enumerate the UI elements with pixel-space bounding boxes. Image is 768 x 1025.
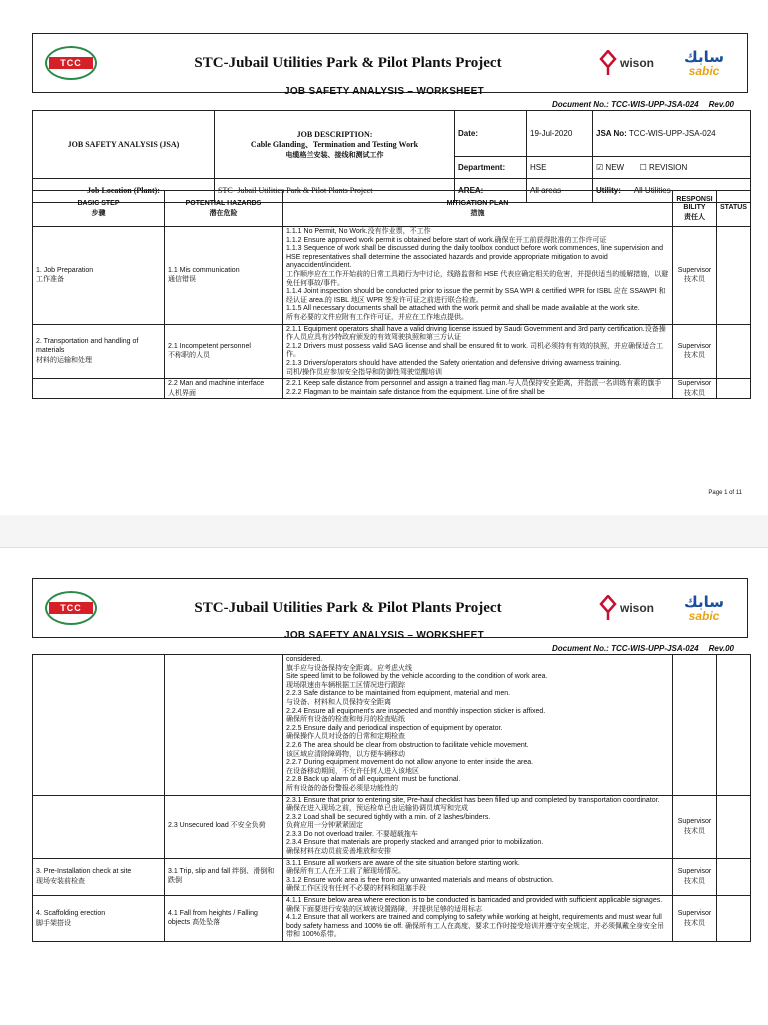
mitigation-line: 2.3.1 Ensure that prior to entering site, Pre-haul checklist has been filled up and completed by transportation coordinator.	[286, 796, 660, 804]
mitigation-line: 1.1.1 No Permit, No Work.没有作业票，不工作	[286, 228, 431, 235]
new-revision-checkboxes[interactable]: ☑ NEW ☐ REVISION	[593, 157, 751, 179]
col-mitigation: MITIGATION PLAN 措施	[283, 191, 673, 227]
document-page-2	[0, 547, 768, 1025]
mitigation-line: 确保操作人员对设备的日常和定期检查	[286, 733, 405, 741]
document-number: Document No.: TCC-WIS-UPP-JSA-024 Rev.00	[551, 100, 734, 109]
basic-step-cell: 1. Job Preparation 工作准备	[33, 227, 165, 325]
table-row	[33, 227, 751, 325]
document-number: Document No.: TCC-WIS-UPP-JSA-024 Rev.00	[551, 644, 734, 653]
area-value: All areas	[527, 179, 593, 203]
mitigation-cell	[283, 324, 673, 379]
area-label: AREA:	[455, 179, 527, 203]
page-header	[32, 33, 748, 93]
mitigation-line: considered.	[286, 656, 323, 663]
responsibility-cell: Supervisor 技术员	[673, 858, 717, 895]
mitigation-line: 所有设备的备份警报必须是功能性的	[286, 784, 398, 792]
status-cell	[717, 795, 751, 858]
mitigation-line: 在设备移动期间，不允许任何人进入该地区	[286, 767, 419, 775]
responsibility-cell: Supervisor 技术员	[673, 227, 717, 325]
table-row	[33, 795, 751, 858]
worksheet-title: JOB SAFETY ANALYSIS – WORKSHEET	[283, 630, 485, 641]
mitigation-line: 所有必要的文件应附有工作许可证，并应在工作地点提供。	[286, 313, 468, 321]
hazard-cell: 3.1 Trip, slip and fall 绊倒、滑倒和跌倒	[165, 858, 283, 895]
date-label: Date:	[455, 111, 527, 157]
table-row	[33, 858, 751, 895]
mitigation-line: 1.1.4 Joint inspection should be conducted prior to issue the permit by SSA WPI & certified WPR for ISBL 应在 SSAWPI 和经认证 area.的 ISBL 地区 WPR 签发许可证之前进行联合检查。	[286, 288, 666, 304]
col-hazards: POTENTIAL HAZARDS 潜在危险	[165, 191, 283, 227]
jsa-number: JSA No: TCC-WIS-UPP-JSA-024	[593, 111, 751, 157]
mitigation-line: 确保所有工人在开工前了解现场情况。	[286, 868, 405, 876]
tcc-logo: TCC	[45, 46, 97, 80]
tcc-logo: TCC	[45, 591, 97, 625]
basic-step-cell: 4. Scaffolding erection 脚手架搭设	[33, 896, 165, 942]
location-value: STC- Jubail Utilities Park & Pilot Plants Project	[215, 179, 455, 203]
page-number: Page 1 of 11	[708, 490, 742, 496]
mitigation-cell	[283, 227, 673, 325]
sabic-logo: سابك sabic	[684, 48, 724, 78]
status-cell	[717, 227, 751, 325]
mitigation-line: 2.1.3 Drivers/operators should have attended the Safety orientation and defensive driving awarness training.	[286, 359, 622, 367]
mitigation-line: 2.1.2 Drivers must possess valid SAG license and shall be ensured fit to work. 司机必须持有有效的执照，并应确保适合工作。	[286, 342, 663, 359]
table-row	[33, 655, 751, 796]
jsa-label: JOB SAFETY ANALYSIS (JSA)	[33, 111, 215, 179]
hazard-cell: 1.1 Mis communication 通信错误	[165, 227, 283, 325]
mitigation-line: 2.2.6 The area should be clear from obstruction to facilitate vehicle movement.	[286, 741, 529, 749]
hazard-cell: 2.3 Unsecured load 不安全负荷	[165, 795, 283, 858]
basic-step-cell: 3. Pre-Installation check at site 现场安装前检查	[33, 858, 165, 895]
project-title: STC-Jubail Utilities Park & Pilot Plants Project	[194, 54, 502, 71]
mitigation-cell	[283, 795, 673, 858]
mitigation-line: 2.3.2 Load shall be secured tightly with a min. of 2 lashes/binders.	[286, 813, 491, 821]
jsa-table-page-1	[32, 190, 751, 399]
responsibility-cell: Supervisor 技术员	[673, 324, 717, 379]
wison-logo: wison	[599, 595, 669, 621]
mitigation-line: 1.1.3 Sequence of work shall be discussed during the daily toolbox conduct before work commences, line supervision and HSE representatives shall determine the associated hazards and provide appropriate mitigation to avoid anyaccident/incident.	[286, 245, 664, 270]
worksheet-title: JOB SAFETY ANALYSIS – WORKSHEET	[283, 86, 485, 97]
hazard-cell: 4.1 Fall from heights / Falling objects 高处坠落	[165, 896, 283, 942]
job-description: JOB DESCRIPTION: Cable Glanding、Termination and Testing Work 电缆格兰安装、接线和测试工作	[215, 111, 455, 179]
responsibility-cell: Supervisor 技术员	[673, 896, 717, 942]
mitigation-line: 该区域应清除障碍物，以方便车辆移动	[286, 750, 405, 758]
col-status: STATUS	[717, 191, 751, 227]
mitigation-line: 2.2.1 Keep safe distance from personnel and assign a trained flag man.与人员保持安全距离，并指派一名训练有素的旗手	[286, 380, 662, 388]
mitigation-line: 2.2.4 Ensure all equipment's are inspected and monthly inspection sticker is affixed.	[286, 707, 546, 715]
table-header-row	[33, 191, 751, 227]
hazard-cell: 2.2 Man and machine interface 人机界面	[165, 379, 283, 399]
mitigation-line: 3.1.1 Ensure all workers are aware of the site situation before starting work.	[286, 859, 520, 867]
status-cell	[717, 324, 751, 379]
mitigation-line: 旗手应与设备保持安全距离。应考虑火线	[286, 664, 412, 672]
mitigation-cell	[283, 858, 673, 895]
responsibility-cell: Supervisor 技术员	[673, 795, 717, 858]
status-cell	[717, 858, 751, 895]
mitigation-line: 确保材料在动员前妥善堆放和安排	[286, 848, 391, 856]
mitigation-line: 3.1.2 Ensure work area is free from any unwanted materials and means of obstruction.	[286, 876, 554, 884]
status-cell	[717, 379, 751, 399]
mitigation-line: 2.1.1 Equipment operators shall have a valid driving license issued by Saudi Government and 3rd party certification.设备操作人员应具有沙特政府颁发的有效驾驶执照和第三方认证	[286, 325, 666, 342]
location-label: Job Location (Plant):	[33, 179, 215, 203]
mitigation-line: 2.3.4 Ensure that materials are properly stacked and arranged prior to mobilization.	[286, 839, 544, 847]
hazard-cell	[165, 655, 283, 796]
jsa-table-page-2	[32, 654, 751, 942]
mitigation-line: 确保所有设备的检查和每月的检查贴纸	[286, 716, 405, 724]
status-cell	[717, 655, 751, 796]
mitigation-line: 工作顺序应在工作开始前的日常工具箱行为中讨论，线路监督和 HSE 代表应确定相关的危害，并提供适当的缓解措施，以避免任何事故/事件。	[286, 270, 669, 287]
mitigation-cell	[283, 379, 673, 399]
basic-step-cell: 2. Transportation and handling of materials 材料的运输和处理	[33, 324, 165, 379]
mitigation-line: 确保在进入现场之前，预运检单已由运输协调员填写和完成	[286, 805, 468, 813]
mitigation-line: 2.2.5 Ensure daily and periodical inspection of equipment by operator.	[286, 724, 503, 732]
mitigation-line: 司机/操作员应参加安全指导和防御性驾驶觉醒培训	[286, 368, 442, 376]
table-row	[33, 324, 751, 379]
responsibility-cell	[673, 655, 717, 796]
col-basic-step: BASIC STEP 步骤	[33, 191, 165, 227]
mitigation-line: 现场限速由车辆根据工区情况进行跟踪	[286, 681, 405, 689]
mitigation-cell	[283, 896, 673, 942]
page-header	[32, 578, 748, 638]
hazard-cell: 2.1 Incompetent personnel 不称职的人员	[165, 324, 283, 379]
mitigation-line: 1.1.5 All necessary documents shall be attached with the work permit and shall be made available at the work site.	[286, 305, 640, 313]
mitigation-line: 2.2.2 Flagman to be maintain safe distance from the equipment. Line of fire shall be	[286, 388, 545, 396]
utility: Utility: All Utilities	[593, 179, 751, 203]
responsibility-cell: Supervisor 技术员	[673, 379, 717, 399]
department-value: HSE	[527, 157, 593, 179]
mitigation-line: 确保工作区没有任何不必要的材料和阻塞手段	[286, 885, 426, 893]
department-label: Department:	[455, 157, 527, 179]
mitigation-line: 2.2.7 During equipment movement do not allow anyone to enter inside the area.	[286, 759, 534, 767]
mitigation-line: 确保下面要进行安装的区域被设置路障，并提供足够的适用标志	[286, 905, 482, 913]
status-cell	[717, 896, 751, 942]
date-value: 19-Jul-2020	[527, 111, 593, 157]
mitigation-line: 负荷应用一分钟紧紧固定	[286, 822, 363, 830]
mitigation-line: 4.1.2 Ensure that all workers are trained and complying to safety while working at height, requirements and must wear full body safety harness and 100% tie off. 确保所有工人在高度、要求工作时接受培训并遵守安全规定，并必须佩戴全身安全吊带和 100%系带。	[286, 914, 664, 939]
mitigation-line: 与设备、材料和人员保持安全距离	[286, 698, 391, 706]
table-row	[33, 896, 751, 942]
mitigation-line: 4.1.1 Ensure below area where erection is to be conducted is barricaded and provided with sufficient applicable signages.	[286, 897, 663, 905]
sabic-logo: سابك sabic	[684, 593, 724, 623]
mitigation-line: 2.2.3 Safe distance to be maintained from equipment, material and men.	[286, 690, 511, 698]
col-responsibility: RESPONSI BILITY 责任人	[673, 191, 717, 227]
basic-step-cell	[33, 655, 165, 796]
project-title: STC-Jubail Utilities Park & Pilot Plants Project	[194, 599, 502, 616]
mitigation-cell	[283, 655, 673, 796]
basic-step-cell	[33, 795, 165, 858]
mitigation-line: 2.3.3 Do not overload trailer. 不要超载拖车	[286, 830, 418, 838]
mitigation-line: 2.2.8 Back up alarm of all equipment must be functional.	[286, 776, 461, 784]
mitigation-line: Site speed limit to be followed by the vehicle according to the condition of work area.	[286, 673, 548, 681]
wison-logo: wison	[599, 50, 669, 76]
mitigation-line: 1.1.2 Ensure approved work permit is obtained before start of work.确保在开工前获得批准的工作许可证	[286, 236, 607, 244]
table-row	[33, 379, 751, 399]
basic-step-cell	[33, 379, 165, 399]
